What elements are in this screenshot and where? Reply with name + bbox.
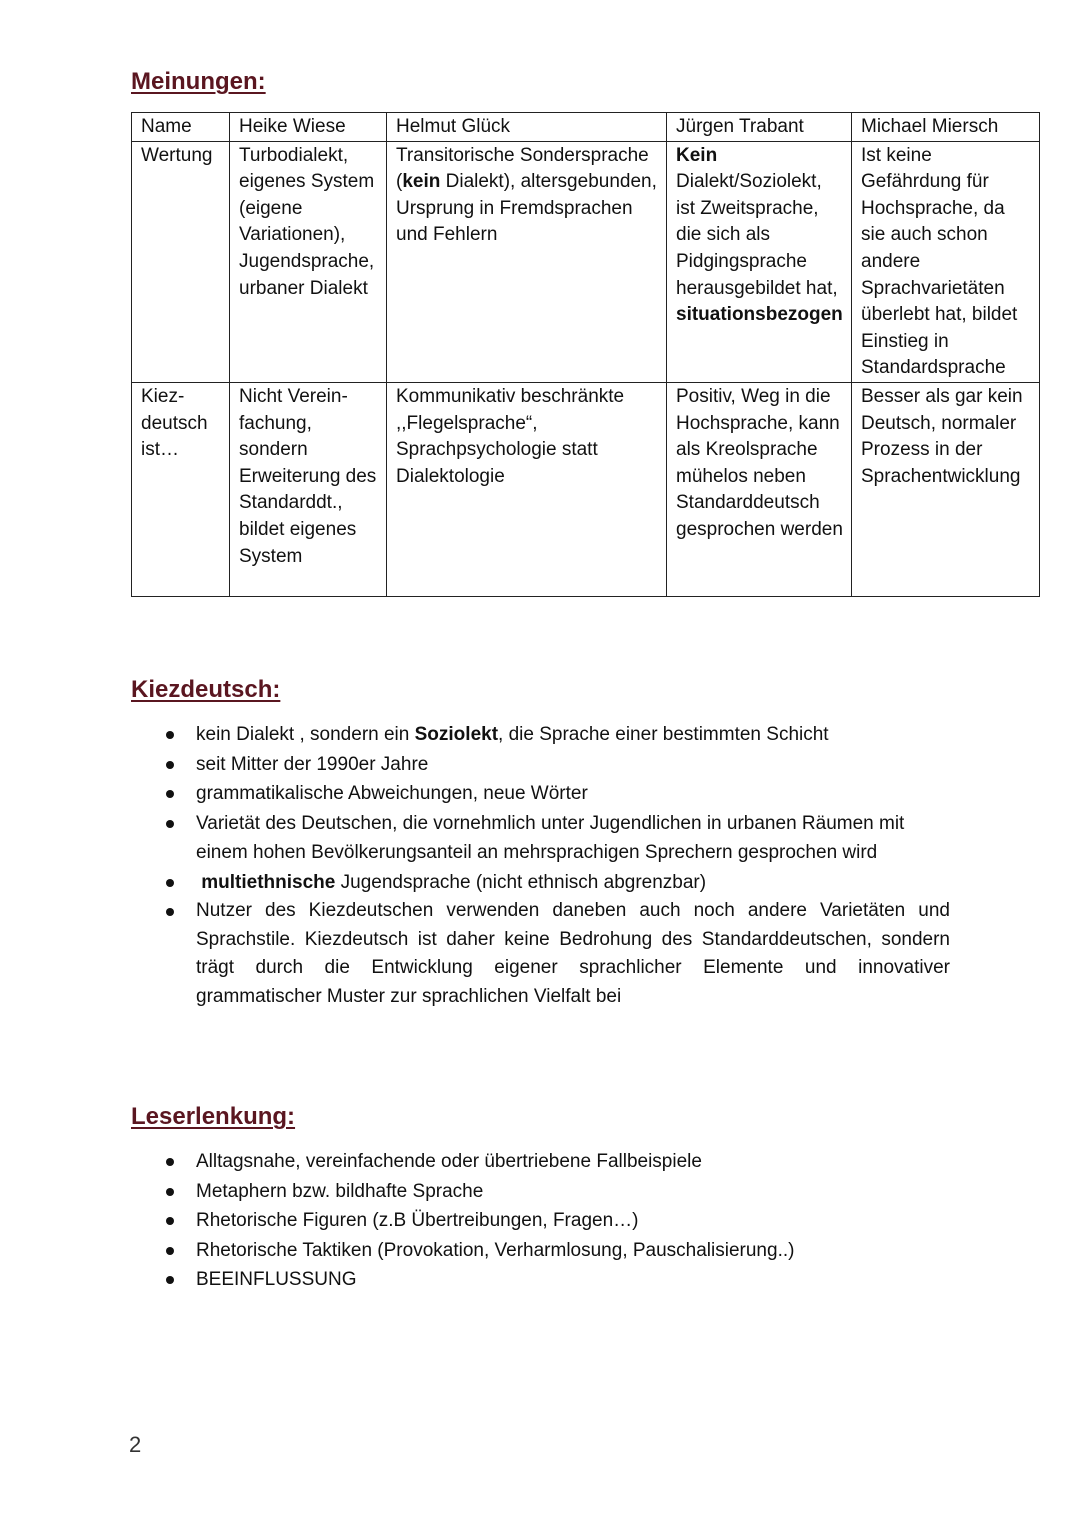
- header-cell-miersch: Michael Miersch: [852, 113, 1040, 142]
- row-label-kiezdeutsch-ist: Kiez-deutsch ist…: [132, 382, 230, 596]
- leserlenkung-list: [166, 1147, 794, 1295]
- row-label-wertung: Wertung: [132, 141, 230, 382]
- cell-miersch-wertung: Ist keine Gefährdung für Hochsprache, da sie auch schon andere Sprachvarietäten überlebt hat, bildet Einstieg in Standardsprache: [852, 141, 1040, 382]
- table-row-kiezdeutsch-ist: [132, 382, 1040, 596]
- cell-glueck-wertung: Transitorische Sondersprache (kein Dialekt), altersgebunden, Ursprung in Fremdsprachen und Fehlern: [387, 141, 667, 382]
- heading-kiezdeutsch: Kiezdeutsch:: [131, 676, 281, 703]
- cell-trabant-wertung: Kein Dialekt/Soziolekt, ist Zweitsprache, die sich als Pidgingsprache herausgebildet hat, situationsbezogen: [667, 141, 852, 382]
- kiezdeutsch-list: [166, 720, 950, 1011]
- cell-wiese-ist: Nicht Verein-fachung, sondern Erweiterung des Standarddt., bildet eigenes System: [230, 382, 387, 596]
- list-item: Alltagsnahe, vereinfachende oder übertriebene Fallbeispiele: [166, 1147, 794, 1177]
- list-item: Metaphern bzw. bildhafte Sprache: [166, 1177, 794, 1207]
- cell-miersch-ist: Besser als gar kein Deutsch, normaler Prozess in der Sprachentwicklung: [852, 382, 1040, 596]
- opinions-table: [131, 112, 1040, 597]
- cell-trabant-ist: Positiv, Weg in die Hochsprache, kann als Kreolsprache mühelos neben Standarddeutsch gesprochen werden: [667, 382, 852, 596]
- heading-leserlenkung: Leserlenkung:: [131, 1103, 296, 1130]
- table-row-wertung: [132, 141, 1040, 382]
- list-item: Varietät des Deutschen, die vornehmlich unter Jugendlichen in urbanen Räumen mit einem hohen Bevölkerungsanteil an mehrsprachigen Sprechern gesprochen wird: [166, 809, 950, 868]
- header-cell-wiese: Heike Wiese: [230, 113, 387, 142]
- header-cell-glueck: Helmut Glück: [387, 113, 667, 142]
- cell-wiese-wertung: Turbodialekt, eigenes System (eigene Variationen), Jugendsprache, urbaner Dialekt: [230, 141, 387, 382]
- list-item: kein Dialekt , sondern ein Soziolekt, die Sprache einer bestimmten Schicht: [166, 720, 950, 750]
- list-item: multiethnische Jugendsprache (nicht ethnisch abgrenzbar): [166, 868, 950, 898]
- table-header-row: [132, 113, 1040, 142]
- heading-meinungen: Meinungen:: [131, 68, 266, 95]
- list-item: seit Mitter der 1990er Jahre: [166, 750, 950, 780]
- list-item: Nutzer des Kiezdeutschen verwenden daneben auch noch andere Varietäten und Sprachstile. Kiezdeutsch ist daher keine Bedrohung des Standarddeutschen, sondern trägt durch die Entwicklung eigener sprachlicher Elemente und innovativer grammatischer Muster zur sprachlichen Vielfalt bei: [166, 897, 950, 1011]
- page-number: 2: [129, 1432, 142, 1457]
- list-item: grammatikalische Abweichungen, neue Wörter: [166, 779, 950, 809]
- header-cell-name: Name: [132, 113, 230, 142]
- list-item: Rhetorische Figuren (z.B Übertreibungen, Fragen…): [166, 1206, 794, 1236]
- cell-glueck-ist: Kommunikativ beschränkte ,,Flegelsprache“, Sprachpsychologie statt Dialektologie: [387, 382, 667, 596]
- list-item: BEEINFLUSSUNG: [166, 1265, 794, 1295]
- list-item: Rhetorische Taktiken (Provokation, Verharmlosung, Pauschalisierung..): [166, 1236, 794, 1266]
- header-cell-trabant: Jürgen Trabant: [667, 113, 852, 142]
